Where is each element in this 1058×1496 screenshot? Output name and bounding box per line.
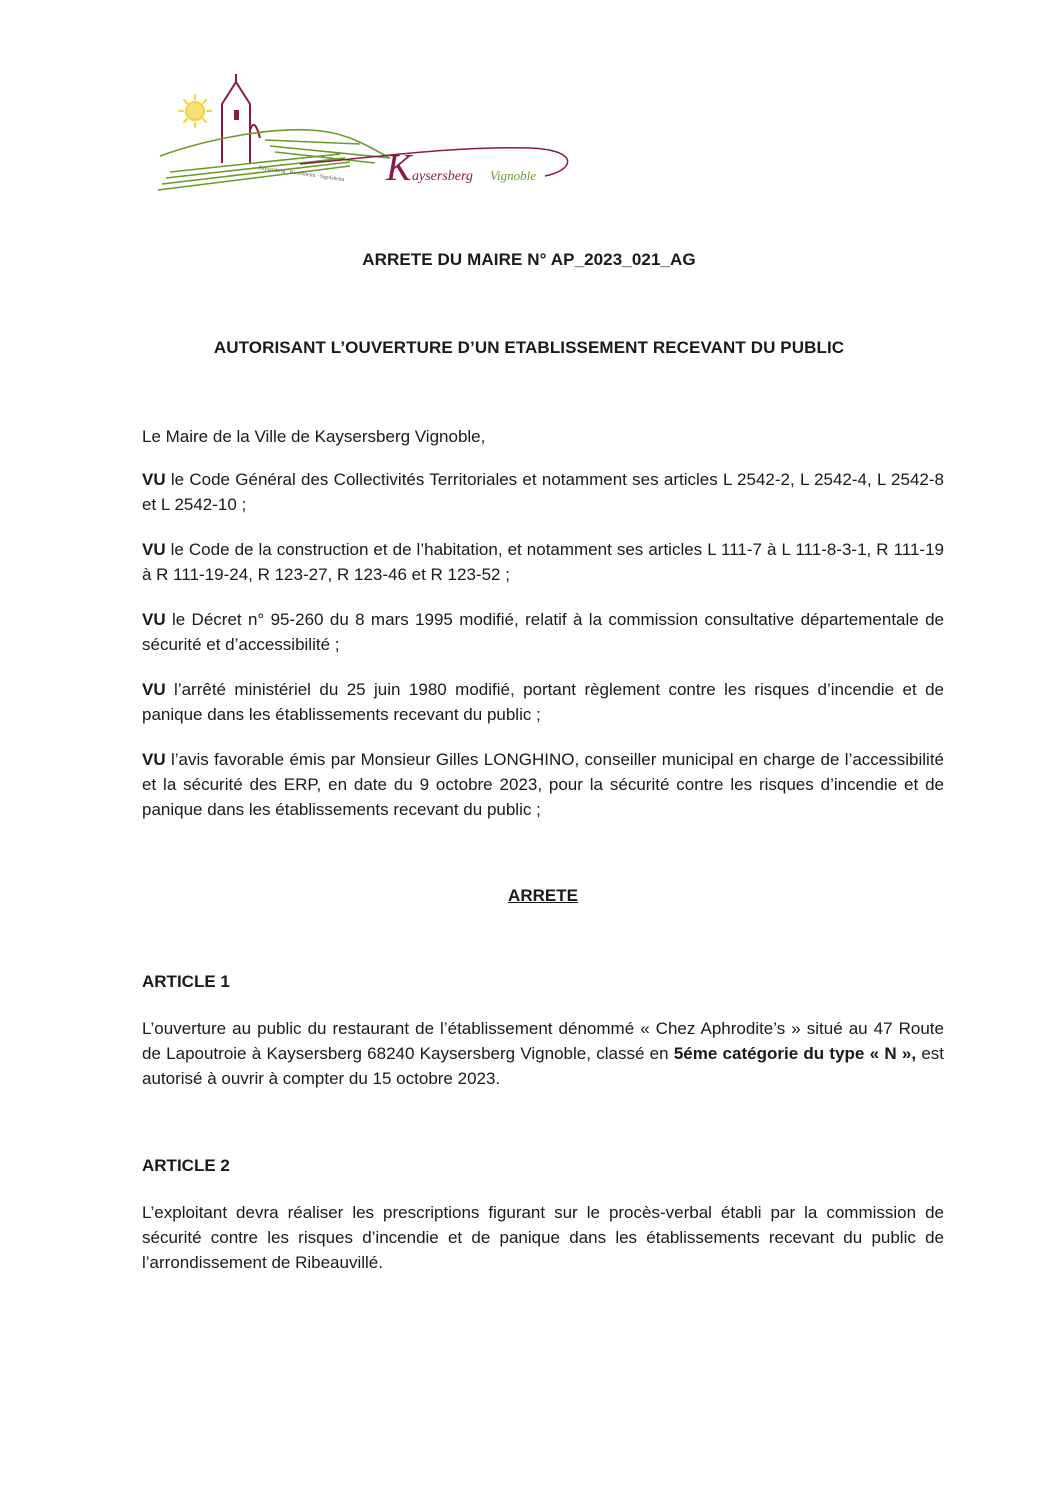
logo-brand-k: K — [386, 147, 412, 189]
consideration-2 — [142, 537, 944, 587]
consideration-prefix: VU — [142, 680, 166, 699]
article-1-text-bold: 5éme catégorie du type « N », — [673, 1044, 917, 1063]
vineyard-icon — [158, 130, 390, 190]
article-1-text-end: est autorisé à ouvrir à compter du 15 octobre 2023. — [142, 1044, 944, 1088]
article-1-text-start: L’ouverture au public du restaurant de l’établissement dénommé « Chez Aphrodite’s » situé au 47 Route de Lapoutroie à Kaysersberg 68240 Kaysersberg Vignoble, classé en — [142, 1019, 944, 1063]
article-1-body — [142, 1016, 944, 1091]
logo-brand-name: aysersberg — [412, 169, 473, 184]
consideration-text: le Code Général des Collectivités Territoriales et notamment ses articles L 2542-2, L 2542-4, L 2542-8 et L 2542-10 ; — [142, 470, 944, 514]
kaysersberg-vignoble-logo — [150, 68, 580, 198]
consideration-prefix: VU — [142, 610, 166, 629]
document-title: ARRETE DU MAIRE N° AP_2023_021_AG — [362, 250, 696, 269]
consideration-prefix: VU — [142, 540, 166, 559]
consideration-prefix: VU — [142, 750, 166, 769]
consideration-text: le Code de la construction et de l’habitation, et notamment ses articles L 111-7 à L 111-8-3-1, R 111-19 à R 111-19-24, R 123-27, R 123-46 et R 123-52 ; — [142, 540, 944, 584]
article-1-heading: ARTICLE 1 — [142, 972, 230, 991]
logo-small-text: Kaysersberg · Kientzheim · Sigolsheim — [257, 165, 345, 184]
consideration-prefix: VU — [142, 470, 166, 489]
sun-icon — [179, 95, 211, 127]
consideration-text: l’arrêté ministériel du 25 juin 1980 modifié, portant règlement contre les risques d’incendie et de panique dans les établissements recevant du public ; — [142, 680, 944, 724]
logo-brand-secondary: Vignoble — [490, 168, 536, 183]
consideration-1 — [142, 467, 944, 517]
consideration-3 — [142, 607, 944, 657]
consideration-5 — [142, 747, 944, 822]
tower-icon — [222, 74, 260, 163]
decision-heading: ARRETE — [508, 886, 578, 905]
consideration-text: l’avis favorable émis par Monsieur Gilles LONGHINO, conseiller municipal en charge de l’accessibilité et la sécurité des ERP, en date du 9 octobre 2023, pour la sécurité contre les risques d’incendie et de panique dans les établissements recevant du public ; — [142, 750, 944, 819]
consideration-text: le Décret n° 95-260 du 8 mars 1995 modifié, relatif à la commission consultative départementale de sécurité et d’accessibilité ; — [142, 610, 944, 654]
article-2-heading: ARTICLE 2 — [142, 1156, 230, 1175]
intro-paragraph: Le Maire de la Ville de Kaysersberg Vignoble, — [142, 427, 486, 446]
article-2-body: L’exploitant devra réaliser les prescriptions figurant sur le procès-verbal établi par la commission de sécurité contre les risques d’incendie et de panique dans les établissements recevant du public de l’arrondissement de Ribeauvillé. — [142, 1203, 944, 1272]
consideration-4 — [142, 677, 944, 727]
document-subtitle: AUTORISANT L’OUVERTURE D’UN ETABLISSEMENT RECEVANT DU PUBLIC — [213, 338, 845, 357]
